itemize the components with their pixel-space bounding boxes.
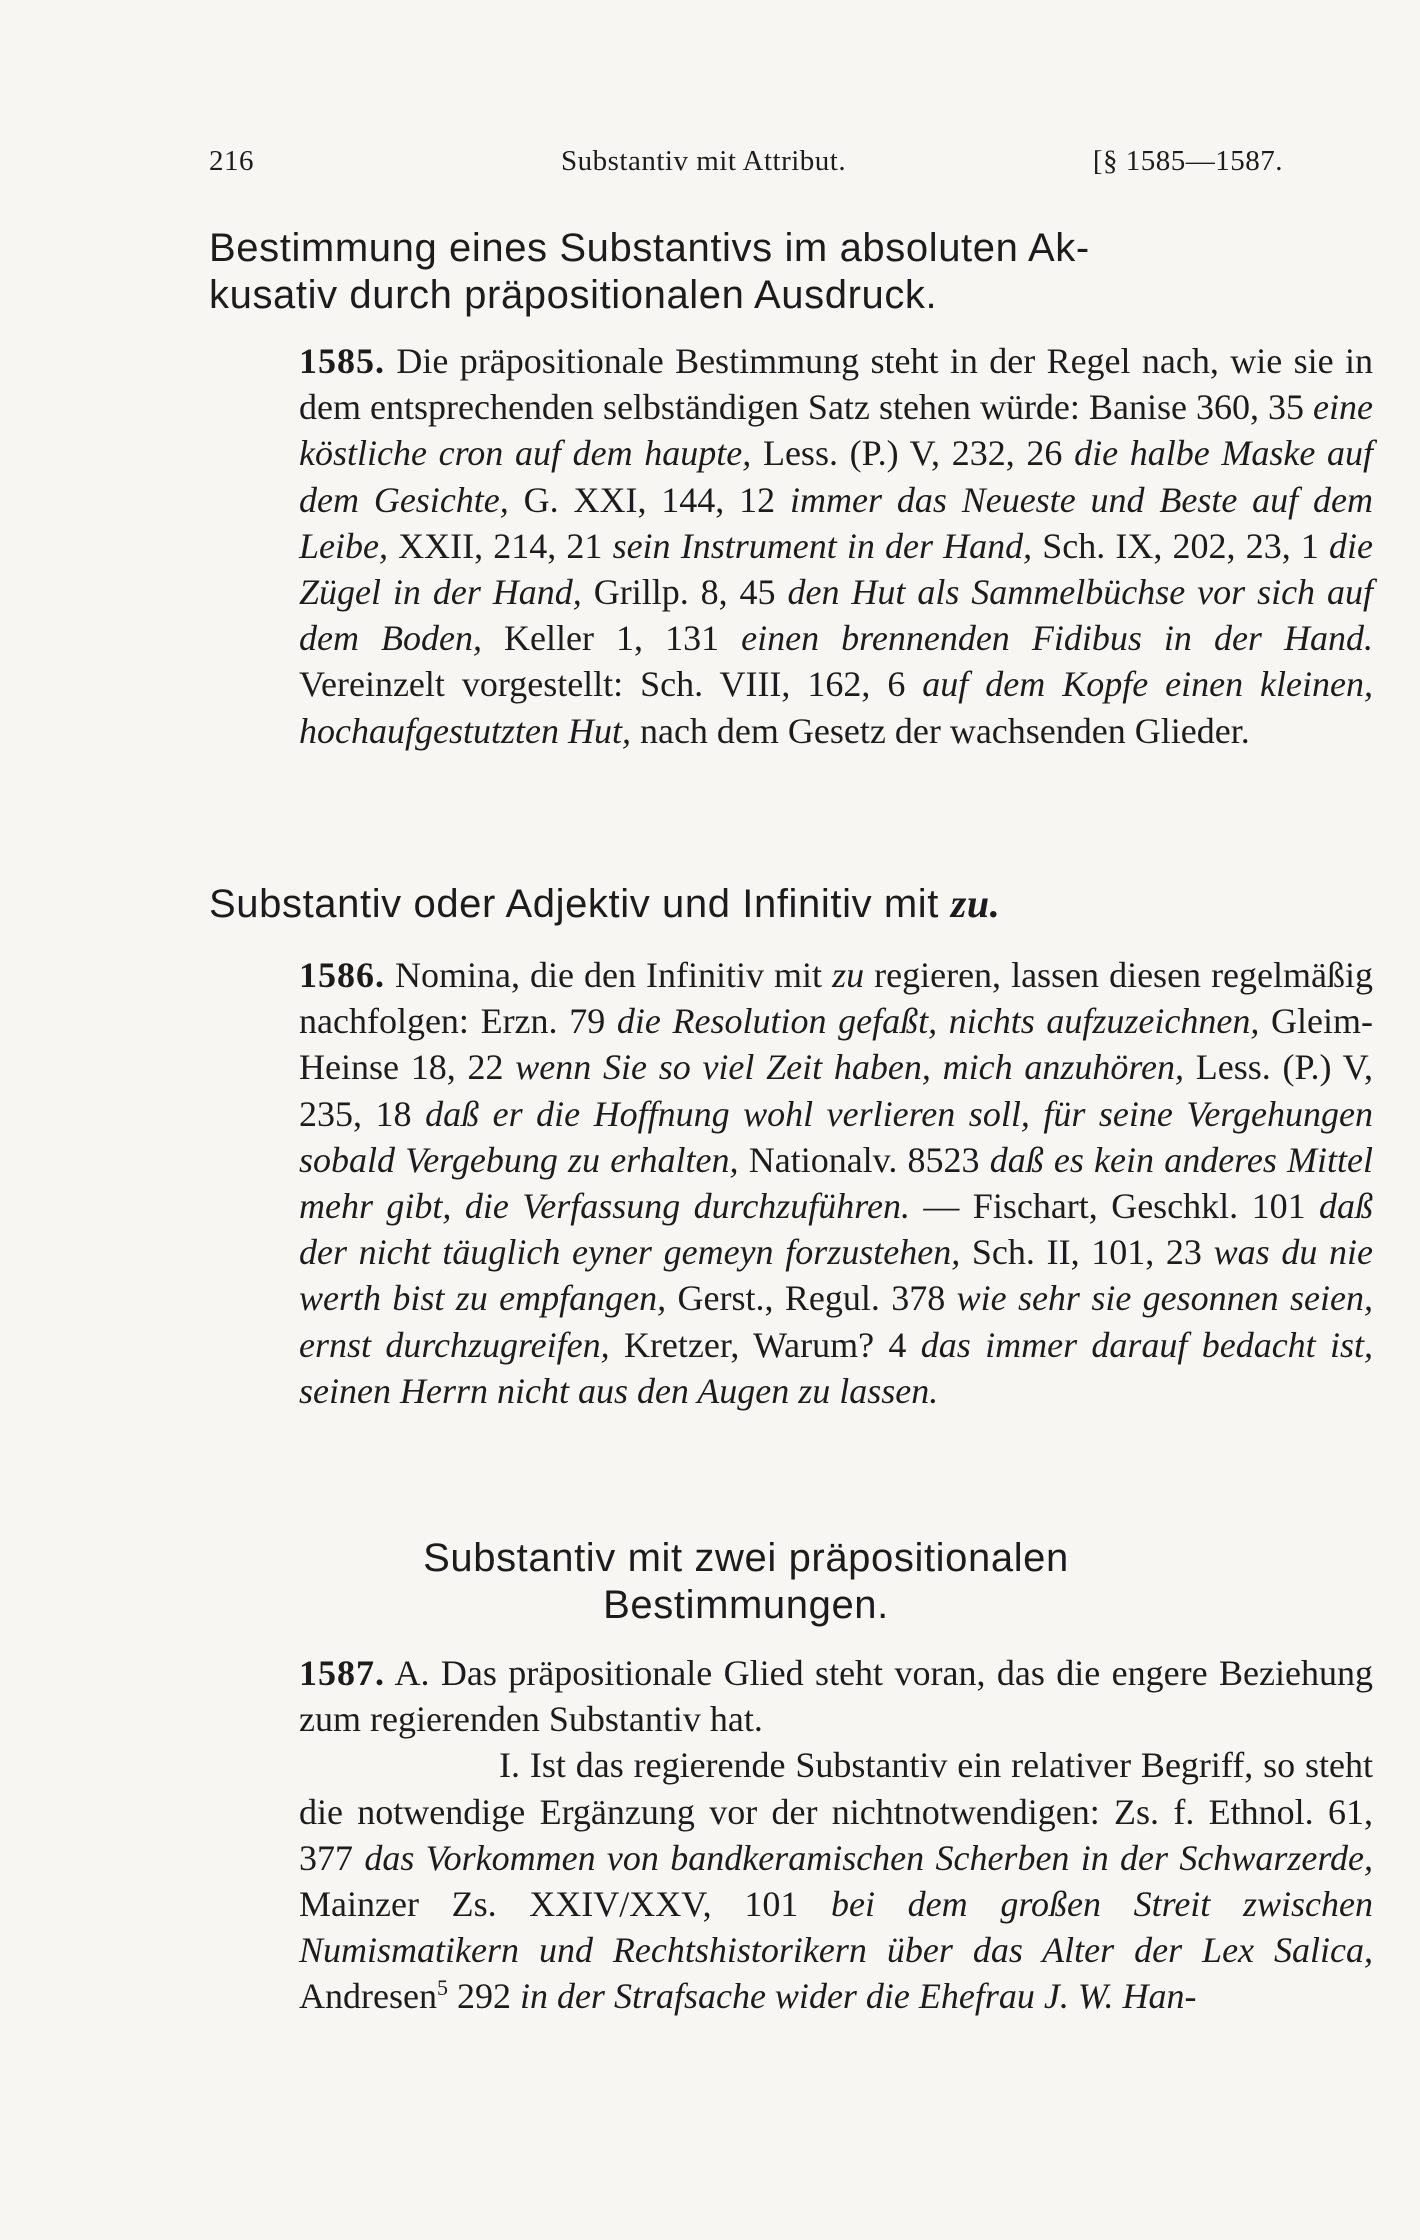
text-run: Gleim-Heinse 18, 22 <box>299 1001 1373 1088</box>
citation-quote: das immer darauf bedacht ist, seinen Herrn nicht aus den Augen zu lassen. <box>299 1324 1374 1411</box>
text-run: A. Das präpositionale Glied steht voran, das die engere Beziehung zum regierenden Substantiv hat. <box>299 1653 1373 1740</box>
section-heading-1587 <box>209 1535 1283 1629</box>
paragraph-number: 1587. <box>299 1653 385 1693</box>
text-run: — Fischart, Geschkl. 101 <box>909 1186 1319 1227</box>
citation-quote: die halbe Maske auf dem Gesichte, <box>299 433 1374 520</box>
citation-quote: was du nie werth bist zu empfangen, <box>299 1232 1373 1319</box>
text-run: nach dem Gesetz der wachsenden Glieder. <box>630 710 1250 751</box>
citation-quote: wie sehr sie gesonnen seien, ernst durchzugreifen, <box>299 1278 1373 1365</box>
running-header <box>209 145 1283 189</box>
citation-quote: daß es kein anderes Mittel mehr gibt, die Verfassung durchzuführen. <box>299 1139 1373 1227</box>
text-run: XXII, 214, 21 <box>387 525 613 566</box>
citation-quote: das Vorkommen von bandkeramischen Scherben in der Schwarzerde, <box>364 1837 1374 1878</box>
heading-line: kusativ durch präpositionalen Ausdruck. <box>209 273 938 317</box>
text-run: regieren, lassen diesen regelmäßig nachfolgen: Erzn. 79 <box>299 955 1374 1042</box>
paragraph-1585 <box>209 338 1373 754</box>
page-number: 216 <box>209 145 254 177</box>
text-run: I. Ist das regierende Substantiv ein relativer Begriff, so steht die notwendige Ergänzung vor der nichtnotwendigen: Zs. f. Ethnol. 61, 377 <box>299 1745 1373 1878</box>
citation-quote: in der Strafsache wider die Ehefrau J. W. Han- <box>519 1976 1197 2017</box>
citation-quote: sein Instrument in der Hand, <box>612 525 1033 566</box>
citation-quote: den Hut als Sammelbüchse vor sich auf dem Boden, <box>299 572 1373 659</box>
text-run: Mainzer Zs. XXIV/XXV, 101 <box>299 1884 831 1925</box>
heading-line: Substantiv oder Adjektiv und Infinitiv mit <box>209 882 940 926</box>
paragraph-1586 <box>209 952 1373 1414</box>
heading-zu: zu. <box>950 881 1001 926</box>
text-run: Nationalv. 8523 <box>738 1139 990 1180</box>
edition-superscript: 5 <box>436 1975 448 2001</box>
text-run: Nomina, die den Infinitiv mit <box>385 955 833 995</box>
citation-quote: wenn Sie so viel Zeit haben, mich anzuhören, <box>515 1047 1185 1088</box>
text-run: Keller 1, 131 <box>482 618 742 659</box>
section-range: [§ 1585—1587. <box>1092 145 1283 177</box>
citation-quote: die Resolution gefaßt, nichts aufzuzeichnen, <box>616 1001 1260 1042</box>
citation-quote: daß der nicht täuglich eyner gemeyn forzustehen, <box>299 1186 1373 1273</box>
text-run: Vereinzelt vorgestellt: Sch. VIII, 162, 6 <box>299 664 923 705</box>
running-title: Substantiv mit Attribut. <box>561 145 847 177</box>
citation-quote: daß er die Hoffnung wohl verlieren soll, für seine Vergehungen sobald Vergebung zu erhalten, <box>299 1093 1373 1180</box>
text-run: Kretzer, Warum? 4 <box>609 1324 921 1365</box>
text-run: Grillp. 8, 45 <box>581 572 788 613</box>
citation-quote: zu <box>832 955 865 995</box>
section-heading-1585 <box>209 225 1283 319</box>
citation-quote: auf dem Kopfe einen kleinen, hochaufgestutzten Hut, <box>299 664 1373 751</box>
text-run: Andresen <box>299 1976 437 2017</box>
citation-quote: immer das Neueste und Beste auf dem Leibe, <box>299 479 1373 566</box>
citation-quote: die Zügel in der Hand, <box>299 525 1373 613</box>
text-run: Die präpositionale Bestimmung steht in der Regel nach, wie sie in dem entsprechenden selbständigen Satz stehen würde: Banise 360, 35 <box>299 341 1373 428</box>
text-run: Gerst., Regul. 378 <box>666 1278 957 1319</box>
heading-line: Substantiv mit zwei präpositionalen <box>423 1536 1069 1580</box>
text-run: Sch. II, 101, 23 <box>960 1232 1214 1273</box>
paragraph-1587 <box>209 1650 1373 2020</box>
heading-line: Bestimmung eines Substantivs im absoluten Ak- <box>209 226 1090 270</box>
citation-quote: bei dem großen Streit zwischen Numismatikern und Rechtshistorikern über das Alter der Lex Salica, <box>299 1884 1373 1971</box>
section-heading-1586 <box>209 880 1283 928</box>
paragraph-number: 1585. <box>299 341 385 381</box>
citation-quote: einen brennenden Fidibus in der Hand. <box>741 618 1373 659</box>
text-run: 292 <box>447 1976 520 2017</box>
heading-line: Bestimmungen. <box>603 1583 889 1627</box>
text-run: Sch. IX, 202, 23, 1 <box>1032 525 1330 566</box>
text-run: G. XXI, 144, 12 <box>508 479 791 520</box>
citation-quote: eine köstliche cron auf dem haupte, <box>299 387 1373 474</box>
text-run: Less. (P.) V, 232, 26 <box>751 433 1075 474</box>
paragraph-number: 1586. <box>299 955 385 995</box>
text-run: Less. (P.) V, 235, 18 <box>299 1047 1373 1134</box>
